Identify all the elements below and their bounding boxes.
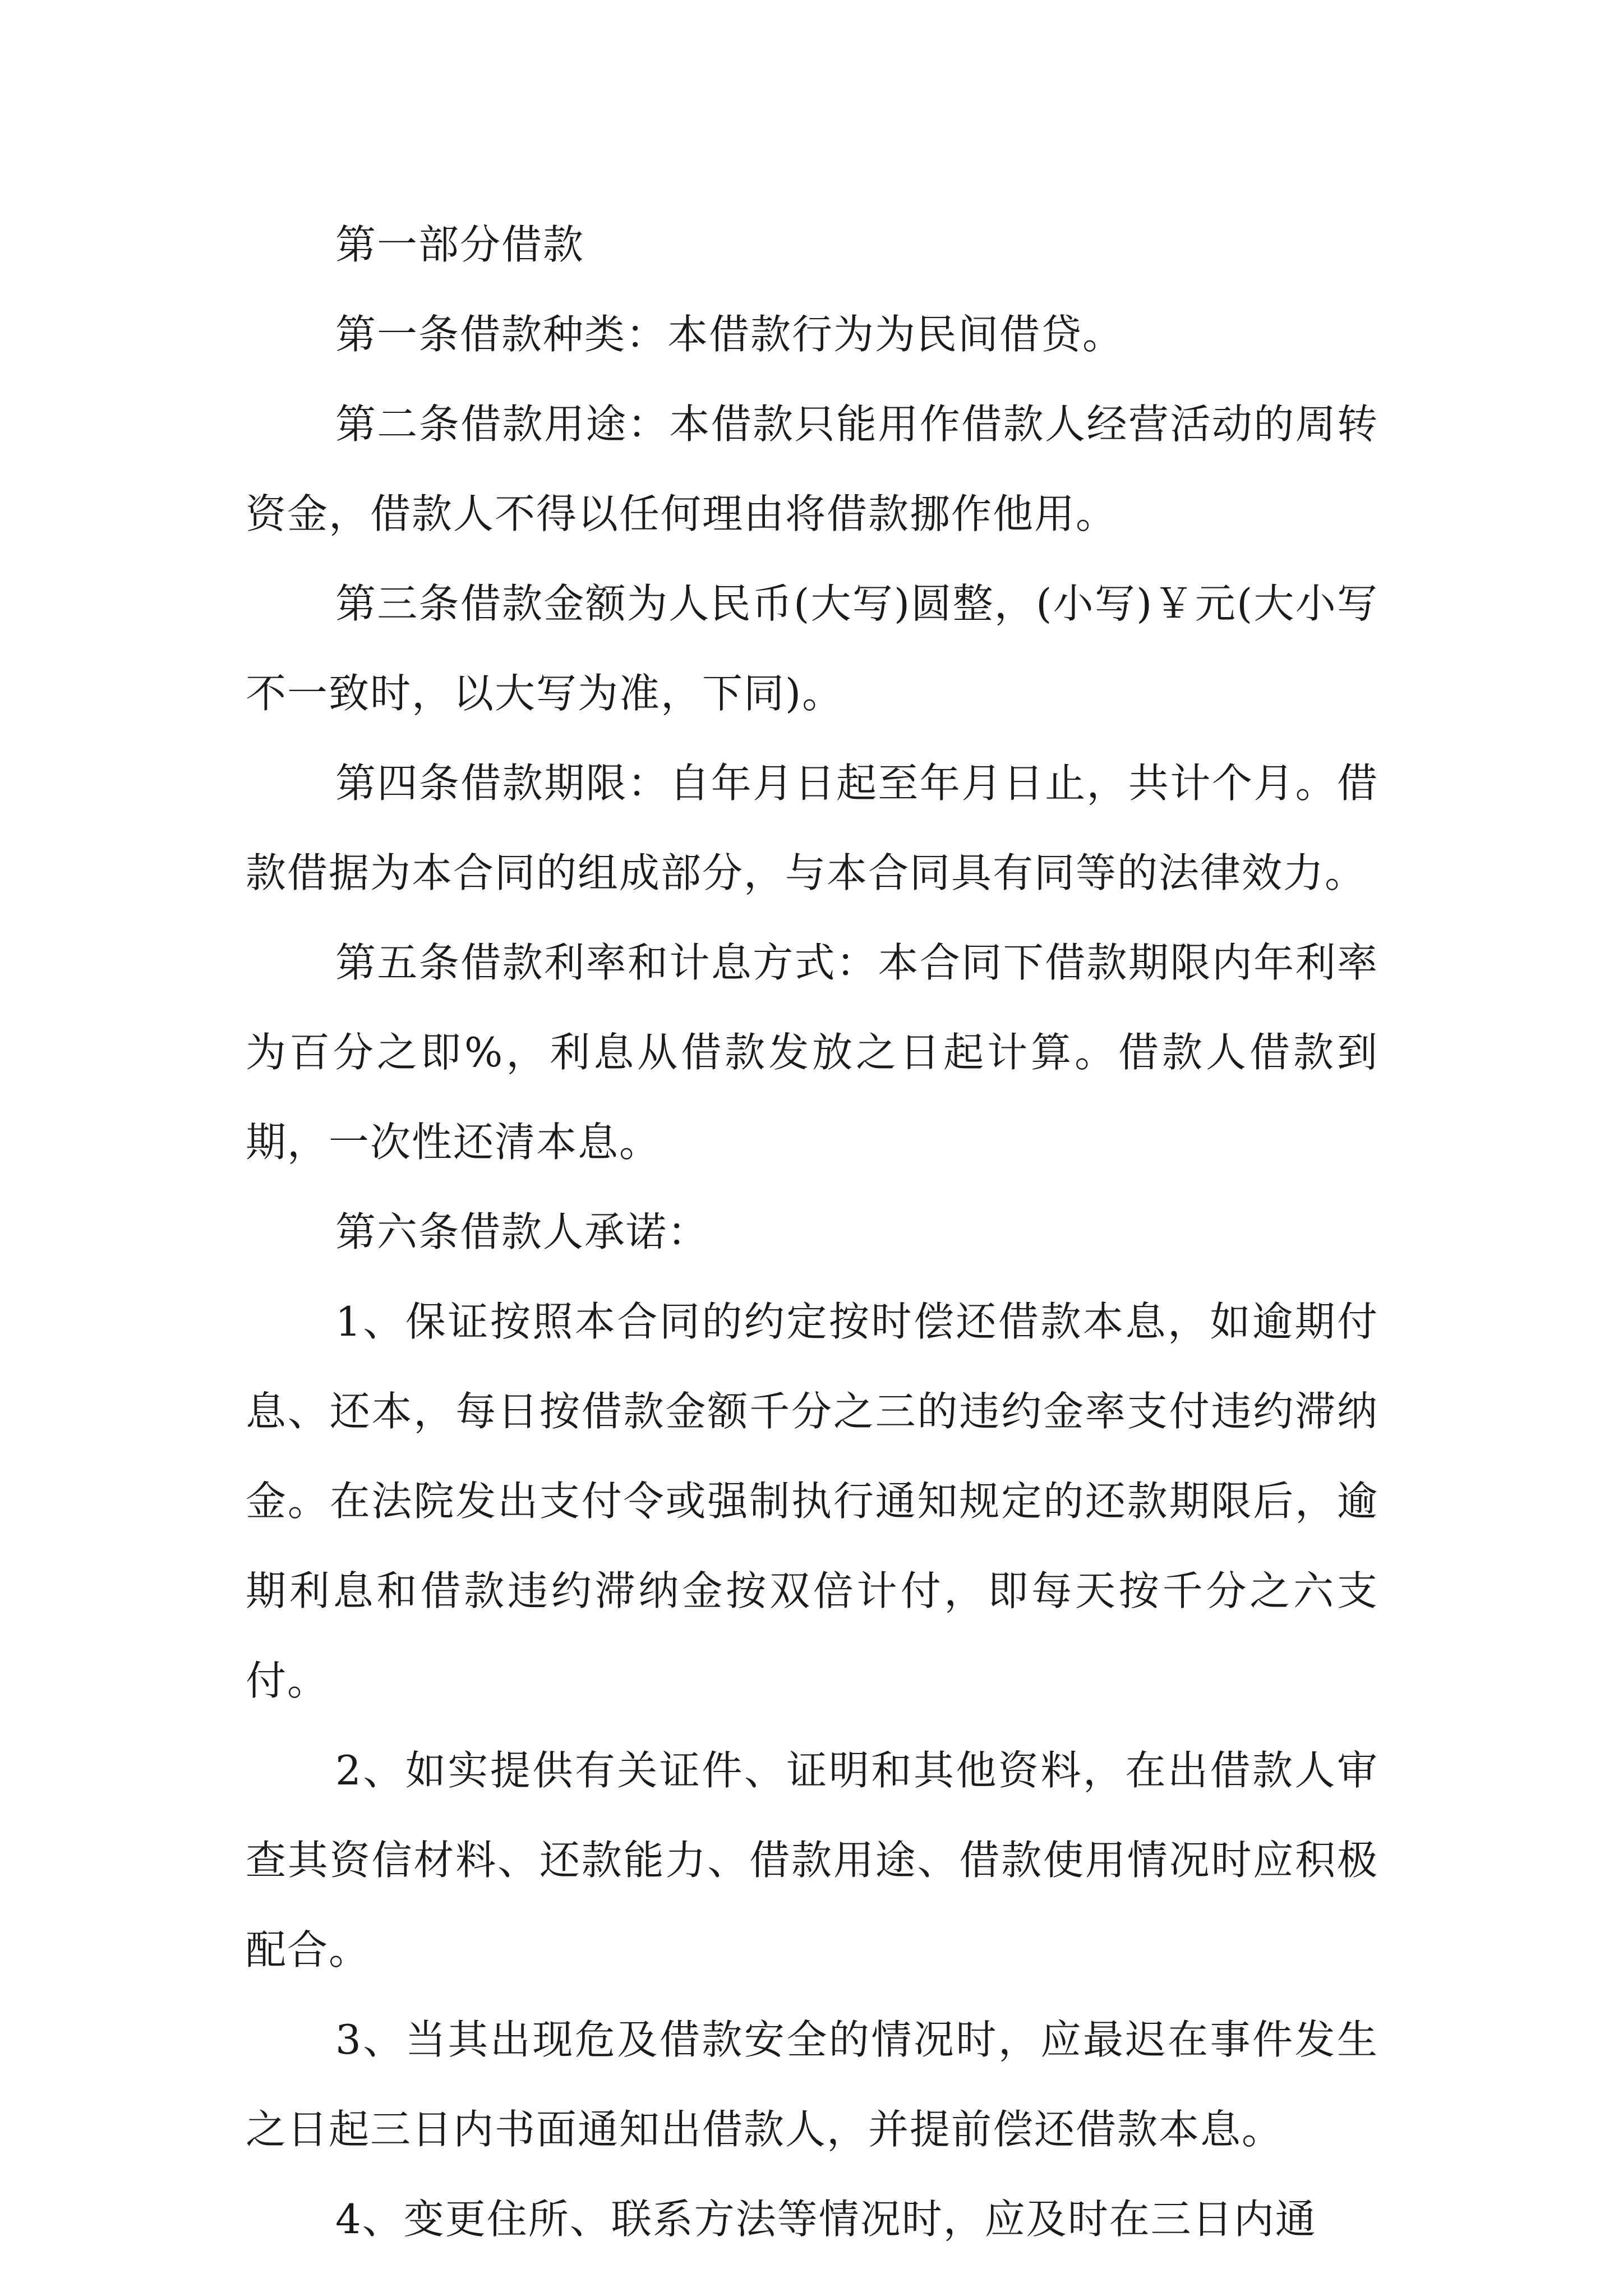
document-body (246, 200, 1378, 2264)
commitment-3: 3、当其出现危及借款安全的情况时，应最迟在事件发生之日起三日内书面通知出借款人，并提前偿还借款本息。 (246, 2016, 1378, 2153)
commitment-2: 2、如实提供有关证件、证明和其他资料，在出借款人审查其资信材料、还款能力、借款用途、借款使用情况时应积极配合。 (246, 1747, 1378, 1973)
article-6: 第六条借款人承诺： (335, 1208, 709, 1255)
commitment-1: 1、保证按照本合同的约定按时偿还借款本息，如逾期付息、还本，每日按借款金额千分之三的违约金率支付违约滞纳金。在法院发出支付令或强制执行通知规定的还款期限后，逾期利息和借款违约滞纳金按双倍计付，即每天按千分之六支付。 (246, 1298, 1378, 1704)
article-2: 第二条借款用途：本借款只能用作借款人经营活动的周转资金，借款人不得以任何理由将借款挪作他用。 (246, 401, 1378, 537)
article-1: 第一条借款种类：本借款行为为民间借贷。 (335, 311, 1124, 358)
commitment-4: 4、变更住所、联系方法等情况时，应及时在三日内通 (335, 2196, 1317, 2243)
article-5: 第五条借款利率和计息方式：本合同下借款期限内年利率为百分之即%，利息从借款发放之日起计算。借款人借款到期，一次性还清本息。 (246, 939, 1378, 1166)
article-3: 第三条借款金额为人民币(大写)圆整，(小写)￥元(大小写不一致时，以大写为准，下同)。 (246, 580, 1378, 717)
part-title: 第一部分借款 (335, 221, 585, 268)
article-4: 第四条借款期限：自年月日起至年月日止，共计个月。借款借据为本合同的组成部分，与本合同具有同等的法律效力。 (246, 760, 1378, 896)
